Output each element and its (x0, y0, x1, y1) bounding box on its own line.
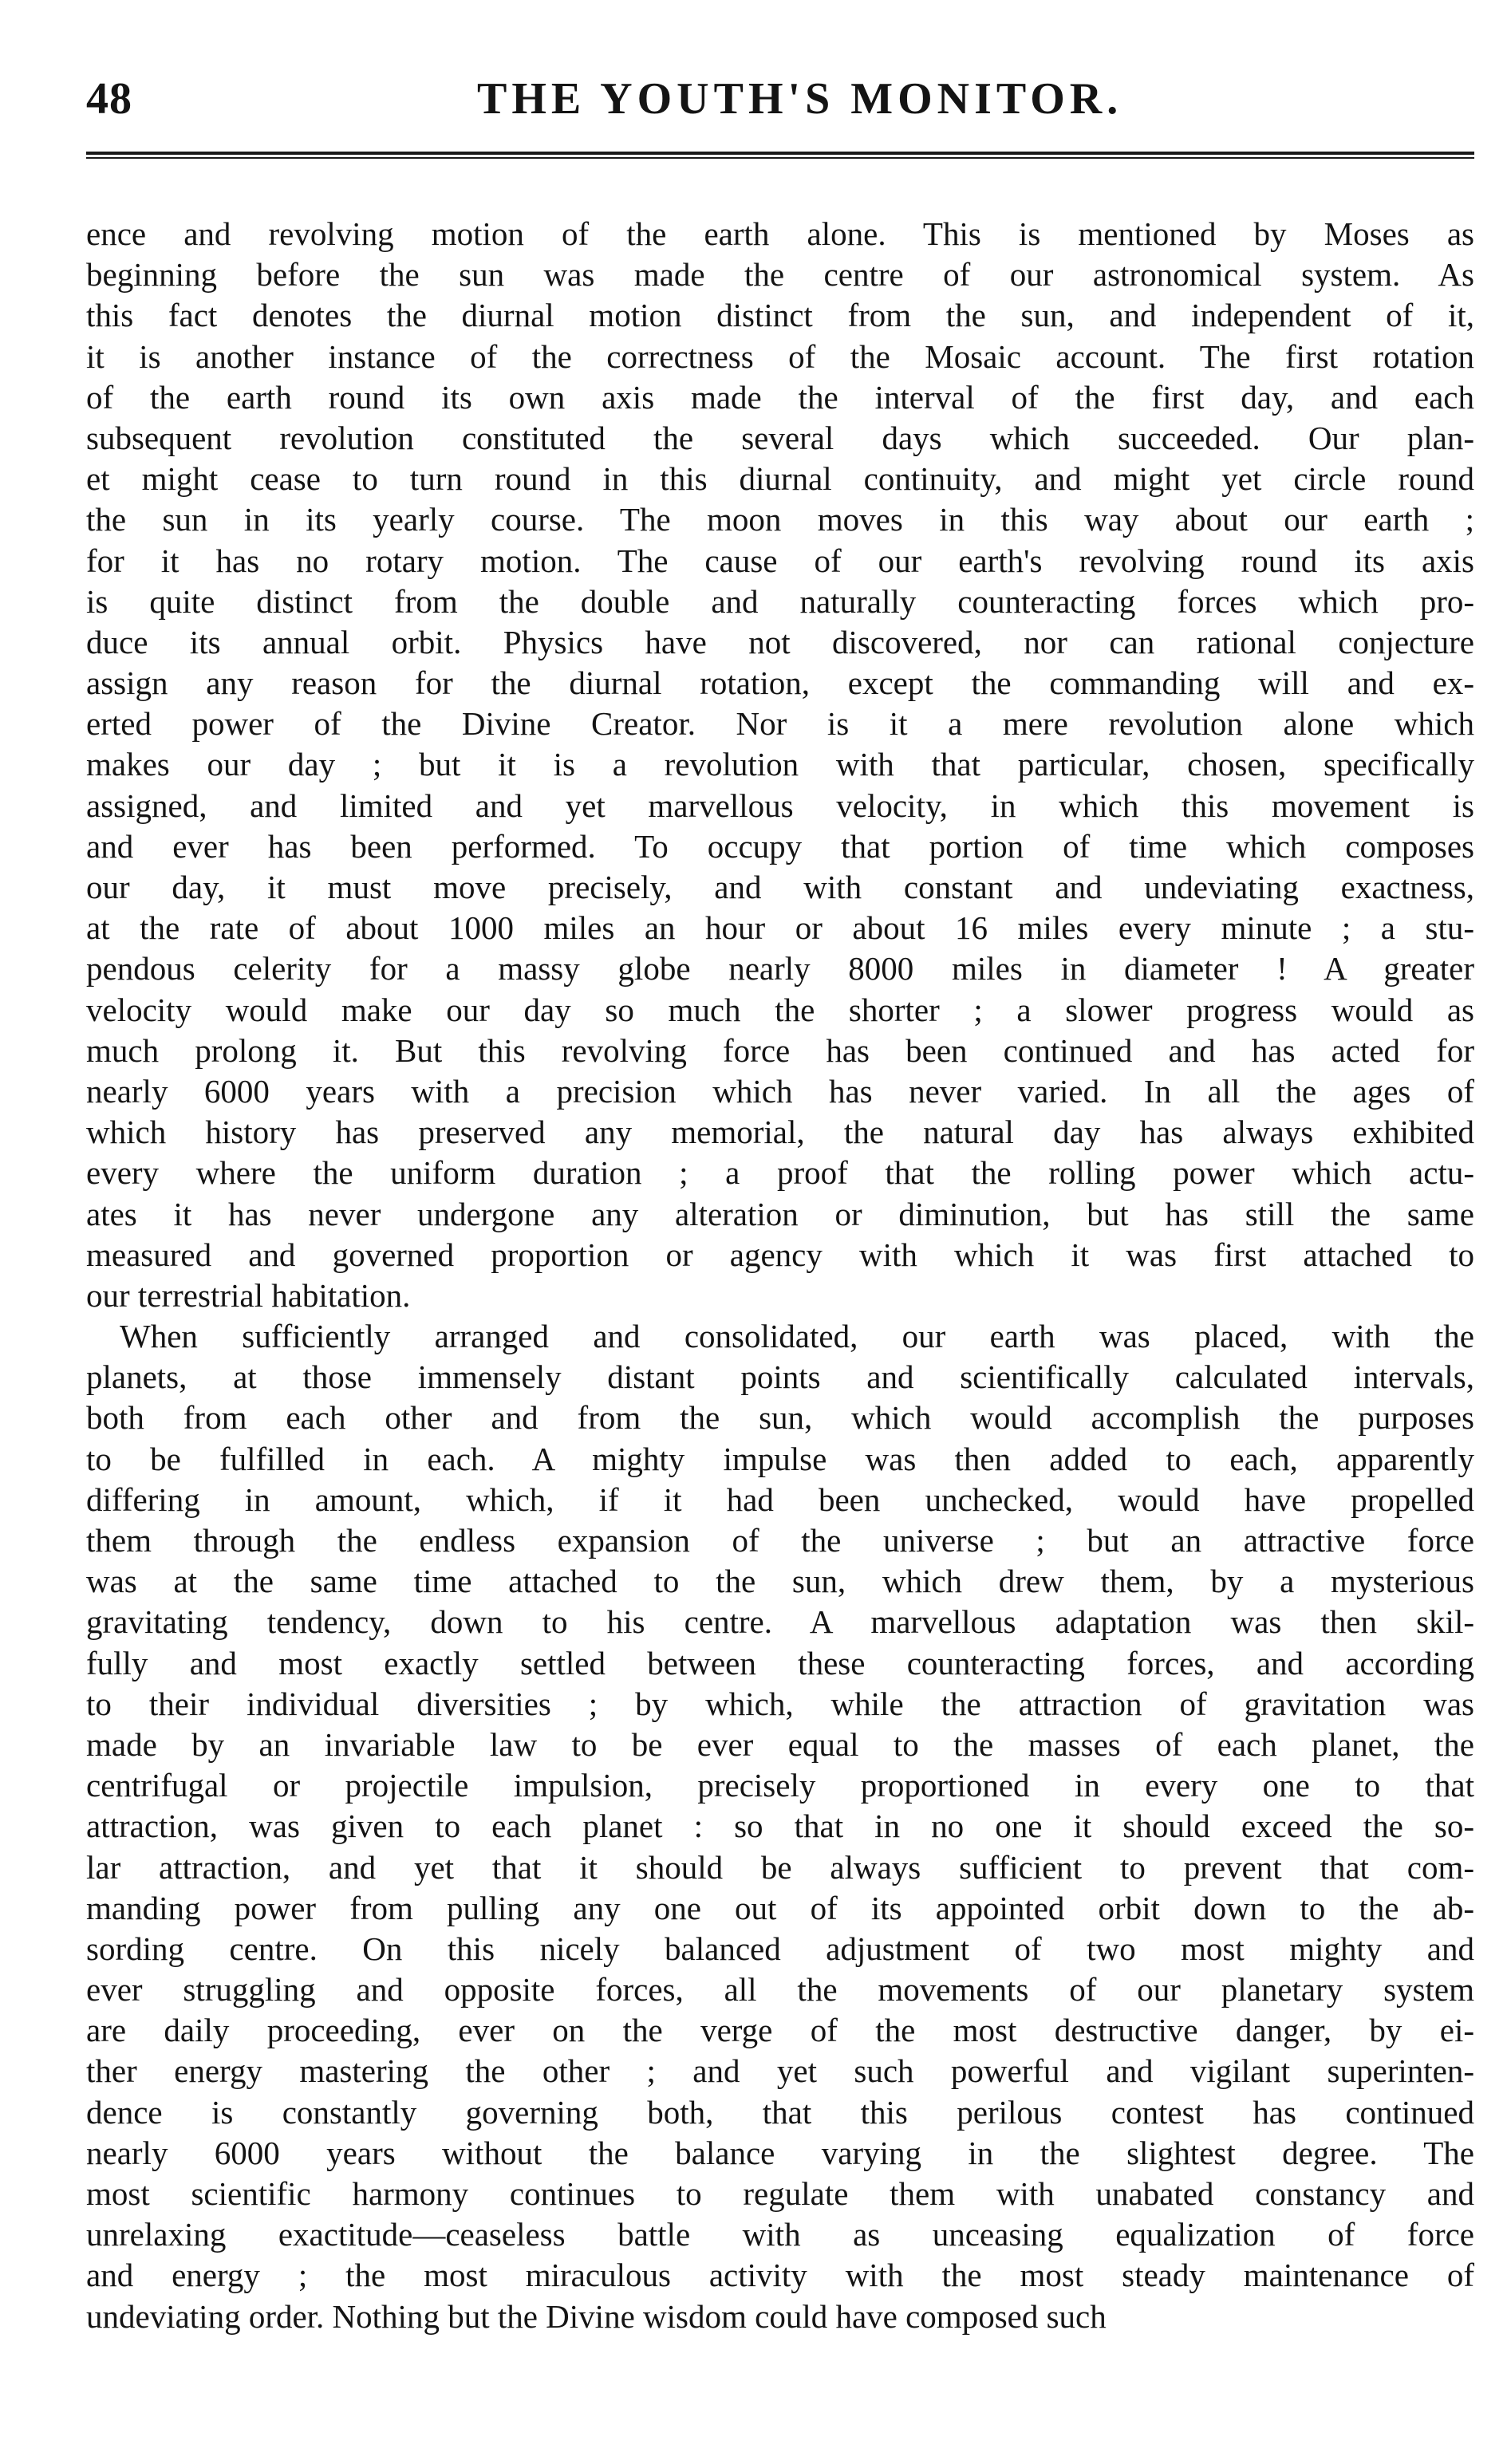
text-line: gravitating tendency, down to his centre. A marvellous adaptation was then skil- (86, 1603, 1474, 1641)
text-line: nearly 6000 years with a precision which has never varied. In all the ages of (86, 1072, 1474, 1110)
text-line: ence and revolving motion of the earth alone. This is mentioned by Moses as (86, 215, 1474, 252)
text-line: duce its annual orbit. Physics have not discovered, nor can rational conjecture (86, 623, 1474, 660)
text-line: fully and most exactly settled between these counteracting forces, and according (86, 1644, 1474, 1681)
text-line: is quite distinct from the double and naturally counteracting forces which pro- (86, 582, 1474, 620)
text-line: much prolong it. But this revolving force has been continued and has acted for (86, 1031, 1474, 1069)
text-line: and energy ; the most miraculous activity with the most steady maintenance of (86, 2257, 1474, 2294)
text-line: our day, it must move precisely, and with constant and undeviating exactness, (86, 869, 1474, 905)
page-header (86, 73, 1474, 129)
text-line: and ever has been performed. To occupy that portion of time which composes (86, 827, 1474, 865)
text-line: dence is constantly governing both, that this perilous contest has continued (86, 2093, 1474, 2131)
text-line: assigned, and limited and yet marvellous velocity, in which this movement is (86, 787, 1474, 824)
text-line: subsequent revolution constituted the several days which succeeded. Our plan- (86, 419, 1474, 456)
page-number: 48 (86, 74, 132, 124)
text-line: our terrestrial habitation. (86, 1276, 411, 1314)
text-line: ther energy mastering the other ; and yet such powerful and vigilant superinten- (86, 2052, 1474, 2090)
text-line: centrifugal or projectile impulsion, precisely proportioned in every one to that (86, 1767, 1474, 1804)
paragraph (86, 1316, 1474, 2337)
text-line: at the rate of about 1000 miles an hour or about 16 miles every minute ; a stu- (86, 909, 1474, 947)
text-line: manding power from pulling any one out of its appointed orbit down to the ab- (86, 1889, 1474, 1926)
text-line: pendous celerity for a massy globe nearly 8000 miles in diameter ! A greater (86, 950, 1474, 988)
text-line: undeviating order. Nothing but the Divine wisdom could have composed such (86, 2297, 1107, 2335)
text-line: lar attraction, and yet that it should be always sufficient to prevent that com- (86, 1848, 1474, 1886)
text-line: erted power of the Divine Creator. Nor is it a mere revolution alone which (86, 705, 1474, 743)
text-line: measured and governed proportion or agency with which it was first attached to (86, 1236, 1474, 1273)
text-line: ates it has never undergone any alteration or diminution, but has still the same (86, 1195, 1474, 1232)
text-line: them through the endless expansion of the universe ; but an attractive force (86, 1522, 1474, 1559)
text-line: made by an invariable law to be ever equal to the masses of each planet, the (86, 1725, 1474, 1763)
text-line: sording centre. On this nicely balanced adjustment of two most mighty and (86, 1930, 1474, 1967)
text-line: nearly 6000 years without the balance varying in the slightest degree. The (86, 2134, 1474, 2171)
text-line: beginning before the sun was made the centre of our astronomical system. As (86, 256, 1474, 294)
text-line: planets, at those immensely distant points and scientifically calculated intervals, (86, 1358, 1474, 1396)
paragraph (86, 214, 1474, 1316)
text-line: velocity would make our day so much the shorter ; a slower progress would as (86, 991, 1474, 1028)
body-text (86, 214, 1474, 2337)
text-line: assign any reason for the diurnal rotation, except the commanding will and ex- (86, 664, 1474, 702)
text-line: are daily proceeding, ever on the verge of the most destructive danger, by ei- (86, 2012, 1474, 2049)
text-line: When sufficiently arranged and consolidated, our earth was placed, with the (120, 1318, 1474, 1355)
running-title: THE YOUTH'S MONITOR. (477, 74, 1123, 124)
text-line: the sun in its yearly course. The moon moves in this way about our earth ; (86, 501, 1474, 538)
text-line: both from each other and from the sun, which would accomplish the purposes (86, 1399, 1474, 1437)
text-line: et might cease to turn round in this diurnal continuity, and might yet circle round (86, 460, 1474, 498)
text-line: for it has no rotary motion. The cause of our earth's revolving round its axis (86, 542, 1474, 579)
text-line: of the earth round its own axis made the interval of the first day, and each (86, 378, 1474, 416)
text-line: ever struggling and opposite forces, all the movements of our planetary system (86, 1971, 1474, 2009)
text-line: unrelaxing exactitude—ceaseless battle with as unceasing equalization of force (86, 2216, 1474, 2253)
text-line: was at the same time attached to the sun, which drew them, by a mysterious (86, 1563, 1474, 1600)
text-line: attraction, was given to each planet : so that in no one it should exceed the so- (86, 1808, 1474, 1845)
text-line: this fact denotes the diurnal motion distinct from the sun, and independent of it, (86, 297, 1474, 334)
text-line: it is another instance of the correctness of the Mosaic account. The first rotation (86, 337, 1474, 375)
text-line: most scientific harmony continues to regulate them with unabated constancy and (86, 2175, 1474, 2212)
text-line: differing in amount, which, if it had been unchecked, would have propelled (86, 1480, 1474, 1518)
text-line: to their individual diversities ; by which, while the attraction of gravitation was (86, 1685, 1474, 1722)
text-line: makes our day ; but it is a revolution with that particular, chosen, specifically (86, 746, 1474, 783)
text-line: every where the uniform duration ; a proof that the rolling power which actu- (86, 1154, 1474, 1192)
header-rule (86, 152, 1474, 159)
text-line: to be fulfilled in each. A mighty impulse was then added to each, apparently (86, 1440, 1474, 1477)
text-line: which history has preserved any memorial, the natural day has always exhibited (86, 1114, 1474, 1151)
